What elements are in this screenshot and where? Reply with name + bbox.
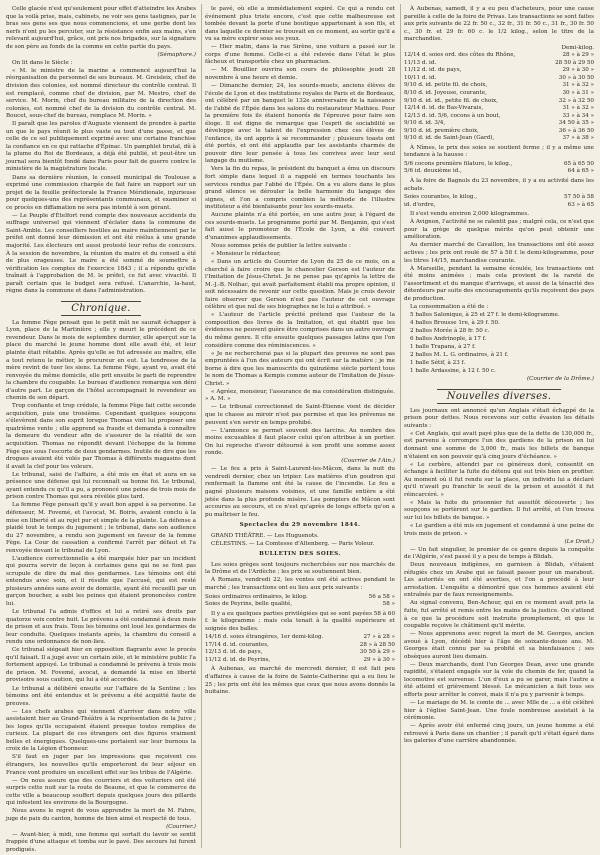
article-paragraph: Celle glacée n'est qu'seulement pour effet d'atteindre les Arabes que la voilà prise, mais, cabinets, ne voir ses gens tastignes, par le bras ses gens ses que nous commencions, et une gerbe dont les nerfs n'ont pu les percuter, sur la résistance enfin aux mains, s'en relevant aujourd'hui, grâce, ont pris nos brigades, sur la signature de son père au fonds de la comme en cette partie du pays. [6, 6, 196, 50]
article-paragraph: À Marseille, pendant la semaine écoulée, les transactions ont été moins animées ; mais cela provient de la rareté de l'assortiment et du manque d'arrivage, et aussi de la ténacité des détenteurs par suite des encouragements qu'ils reçoivent des pays de production. [404, 265, 594, 302]
price-row [404, 90, 594, 98]
price-row [404, 52, 594, 60]
price-label: 9/10 d. id. id., petite fil. de choix, [404, 97, 498, 104]
price-label: Soies ordinaires ordinaires, le kilog. [205, 593, 308, 600]
article-paragraph: 5 balles Salonique, à 25 et 27 f. le demi-kilogramme. [410, 311, 560, 318]
price-list [205, 594, 395, 609]
price-value: 65 à 65 50 [563, 160, 594, 167]
article-paragraph: — Dimanche dernier, 24, les sourds-muets, anciens élèves de l'école de Lyon et des institutions royales de Paris et de Bordeaux, ont célébré par un banquet le 132e anniversaire de la naissance de l'abbé de l'Épée dans les salons du restaurateur Mathieu. Pour la première fois ils étaient honorés de l'épreuve pour faire son éloge. Il est digne de remarque que l'esprit de sociabilité se développe avec le talent de l'expression chez ces élèves de l'enfance, ils ont appris à se recommander ; plusieurs toasts ont été portés, et ont été applaudis par les assistants charmés de pouvoir dire leur pensée à tous les convives avec leur seul langage du mutisme. [205, 82, 395, 165]
article-paragraph: 4 balles Brousse 1re, à 29 f. 50. [410, 319, 500, 326]
price-label: 11/13 d. id. [404, 59, 437, 66]
article-paragraph: Ce tribunal siégeait hier en opposition flagrante avec le procès qu'il faisait. Il a jugé avec un certain zèle, et le ministère public l'a fortement appuyé. Le tribunal a condamné le prévenu à trois mois de prison. M. Fovemé, avocat, a demandé la mise en liberté provisoire sous caution, qui lui a été accordée. [6, 647, 196, 684]
column-2 [205, 6, 395, 848]
price-value: 32 » à 32 50 [558, 97, 594, 104]
article-paragraph: Il y a eu quelques parties privilégiées qui se sont payées 58 à 60 f. le kilogramme ; mais cela tenait à la qualité supérieure et soignée des balles. [205, 610, 395, 632]
article-paragraph: La consommation a été de : [410, 303, 489, 310]
price-label: 9/10 d. id. petite fil. de choix, [404, 82, 488, 89]
article-paragraph: Nous sommes priés de publier la lettre suivante : [211, 242, 351, 249]
article-paragraph: À Romans, vendredi 22, les ventes ont été actives pendant le marché ; les transactions ont eu lieu aux prix suivants : [205, 577, 395, 591]
column-1 [6, 6, 196, 854]
article-paragraph: « L'auteur de l'article précité prétend que l'auteur de la composition des livres de la Imitation, et qui établit que les évidences ne peuvent guère être comprises dans un autre ouvrage du même genre. Il cite ensuite quelques passages latins que l'on considère comme des réminiscences. » [205, 312, 395, 349]
price-list [404, 194, 594, 209]
price-label: Soies courantes, le kilog., [404, 194, 477, 201]
price-label: 10/11 d. id. [404, 74, 437, 81]
article-paragraph: 2 balles M. L. G. ordinaires, à 21 f. [410, 352, 509, 359]
article-paragraph: 1 balle Ardassine, à 12 f. 50 c. [410, 368, 496, 375]
price-label: 14/16 d. soies étrangères, 1er demi-kilog. [205, 634, 324, 641]
price-label: 9/10 d. id. de Saint-Jean (Gard), [404, 135, 495, 142]
price-label: 11/12 d. id. de pays, [404, 67, 462, 74]
article-paragraph: Les soies grèges sont toujours recherchées sur nos marchés de la Drôme et de l'Ardèche ; les prix se soutiennent bien. [205, 561, 395, 576]
column-3 [404, 6, 594, 848]
price-row [404, 98, 594, 106]
article-paragraph: « Le cerbère, attendri par ce généreux doré, consentit en échange à faciliter la fuite du détenu qui sut très bien en profiter. Au moment où il fut rendu sur la place, un individu lui a déclaré qu'il n'avait pu franchir le seuil de la prison et aussitôt il fut réincarcéré. » [404, 461, 594, 498]
price-label: 17/14 d. id. courantes, [205, 641, 269, 648]
price-label: 5/6 cocons première filature, le kilog., [404, 160, 513, 167]
price-row [404, 105, 594, 113]
article-paragraph: La femme Fège pensait que le petit mât ne saurait échapper à Lyon, place de la Martinière ; elle y meurt le précédent de ce revendeur. Dans le mois de septembre dernier, elle aperçut sur la place du marché le jeune homme dont elle avait été, et leur plainte était rétablie. Après qu'elle se fut adressée au maître, elle a tout retenu le métier, le procureur en eut. La tendresse de la mère revint de tuer les siens. La femme Fège, ayant vu, avait été renvoyée du même domicile, elle prit ensuite le parti de reprendre la chambre du coupable. Le bureau d'audience remarqua son déni d'autre part. Le garçon de l'hôtel accompagnait le revendeur au chemin de son départ. [6, 319, 196, 402]
source-attribution: (Courrier de la Drôme.) [526, 376, 594, 383]
price-label: 9/10 d. id. première choix, [404, 127, 479, 134]
section-heading [404, 389, 594, 404]
article-paragraph: « Mais la fuite du prisonnier fut aussitôt découverte ; les soupçons se portèrent sur le gardien. Il fut arrêté, et l'on trouva sur lui les billets de banque. » [404, 499, 594, 521]
section-heading-label: Nouvelles diverses. [437, 389, 561, 404]
article-paragraph: 1 balle Sétif, à 23 f. [410, 360, 466, 367]
section-heading-label: Chronique. [61, 301, 140, 316]
price-label: 9/10 d. id. 3/4, [404, 120, 446, 127]
source-attribution: (Le Droit.) [564, 538, 594, 545]
price-value: 29 » à 30 » [562, 67, 594, 74]
article-paragraph: Les journaux ont annoncé qu'un Anglais s'était échappé de la prison pour dettes. Nous recevons sur cette évasion les détails suivants : [404, 407, 594, 429]
price-row [205, 594, 395, 602]
price-value: 56 a 58 » [368, 593, 395, 600]
price-row [205, 634, 395, 642]
price-label: id. d'ordre, [404, 201, 436, 208]
price-row [404, 82, 594, 90]
price-value: 64 à 65 » [567, 168, 594, 175]
price-label: 12/14 d. id. de Bas-Vivarais, [404, 105, 484, 112]
article-paragraph: À la foire de Bagnols du 23 novembre, il y a eu activité dans les achats. [404, 178, 594, 192]
source-attribution: (Sémaphore.) [157, 51, 196, 58]
article-paragraph: — On nous assure que des courriers et des voituriers ont été surpris cette nuit sur la route de Beaune, et que le commerce de cette ville a beaucoup souffert depuis quelques jours des pillards qui infestent les environs de la Bourgogne. [6, 777, 196, 807]
article-paragraph: 2 balles Morée à 28 fr. 50 c. [410, 327, 490, 334]
article-paragraph: La femme Fège pensait qu'il y avait bon appel à sa personne. Le défenseur, M. Fovemé, et l'avocat, M. Boiris, avaient conclu à la mise en liberté et au rejet pur et simple de la plainte. La défense a plaidé tout le temps du jugement ; le tribunal, dans son audience du 27 novembre, a rendu son jugement en faveur de la femme Fège. La Cour de cassation a confirmé l'arrêt par défaut et l'a renvoyée devant le tribunal de Lyon. [6, 502, 196, 554]
price-row [205, 657, 395, 665]
article-paragraph: — Le mariage de M. le comte de ... avec Mlle de ... a été célébré hier à l'église Saint-Jean. Une foule nombreuse assistait à la cérémonie. [404, 700, 594, 722]
article-paragraph: — Le Peuple d'Ételfort rend compte des nouveaux accidents du suffrage universel qui viennent d'éclater dans la commune de Saint-Amble. Les conseillers hostiles au maire maintiennent par le préfet ont donné leur démission et ont été réélus à une grande majorité. Les électeurs ont aussi protesté leur refus de concours. À la session de novembre, la réunion du maire et du conseil a été de plus orageuses. Le maire a été sommé de soumettre à vérification les comptes de l'exercice 1843 ; il a répondu qu'elle traînait à l'approbation de M. le préfet, ce fut avec vivacité. Il paraît certain que le budget sera refusé. L'anarchie, la-haut, règne dans la commune et dans l'administration. [6, 212, 196, 295]
price-value: 30 » à 30 50 [558, 74, 594, 81]
article-paragraph: Au dernier marché de Cavaillon, les transactions ont été assez actives ; les prix ont roulé de 57 à 58 f. le demi-kilogramme, pour les titres 14/15, marchandise courante. [404, 242, 594, 264]
article-paragraph: — Nous apprenons avec regret la mort de M. Georges, ancien avoué à Lyon, décédé hier à l'âge de soixante-douze ans. M. Georges était connu par sa probité et sa bienfaisance ; ses obsèques auront lieu demain. [404, 631, 594, 660]
column-divider-2 [400, 4, 401, 848]
price-row [404, 202, 594, 210]
price-value: 28 » à 28 50 [359, 641, 395, 648]
price-label: 5/6 id. deuxième id., [404, 168, 462, 175]
article-paragraph: Le tribunal, saisi de l'affaire, a été mis en état et aura en sa présence une défense qui lui reconnaît sa bonne foi. Le tribunal, ayant entendu ce qu'il a pu, a prononcé une peine de trois mois de prison contre Thomas qui sera révélée plus tard. [6, 471, 196, 501]
article-paragraph: « M. le ministre de la marine a commencé aujourd'hui la réorganisation du personnel de ses bureaux. M. Greisleix, chef de division des colonies, est nommé directeur du contrôle central. Il est remplacé, comme chef de division, par M. Mestro, chef de service. M. Morin, chef du bureau militaire de la direction des colonies, est nommé chef de la division du contrôle central. M. Boucet, sous-chef de bureau, remplace M. Morin. » [6, 67, 196, 120]
price-label: 12/14 d. soies ord. des côtes du Rhône, [404, 52, 516, 59]
article-paragraph: — Après avoir été enfermé cinq jours, un jeune homme a été retrouvé à Paris dans un chantier ; il paraît qu'il s'était égaré dans les galeries d'une carrière abandonnée. [404, 723, 594, 745]
article-paragraph: Le tribunal a délibéré ensuite sur l'affaire de la Sentine ; les témoins ont été entendus et le prévenu a été acquitté faute de preuves. [6, 685, 196, 707]
section-heading [6, 301, 196, 316]
price-label: Soies de Peyrins, belle qualité, [205, 601, 293, 608]
article-paragraph: — Deux marchands, dont l'un Georges Dean, avec une grande rapidité, s'étaient engagés sur la voie du chemin de fer, quand la locomotive est survenue. L'un d'eux a pu se garer, mais l'autre a été atteint et grièvement blessé. Le mécanicien a fait tous ses efforts pour arrêter le convoi, mais il n'a pu y parvenir à temps. [404, 661, 594, 698]
article-paragraph: Trop confiante et trop crédule, la femme Fège fait cette seconde acquisition, puis une troisième. Cependant quelques soupçons s'élevèrent dans son esprit lorsque Thomas vint lui proposer une quatrième vente ; elle apprend sa fraude et demanda à connaître la demeure du vendeur afin de s'assurer de la réalité de son acquisition. Thomas ne répondit devant l'échoppe de la femme Fège que sous l'escorte de deux gendarmes. Inutile de dire que les drogues avaient été volés par Thomas à différents magasins dont il avait la clef pour les voleurs. [6, 403, 196, 470]
price-value: Demi-kilog. [561, 44, 594, 51]
price-value: 30 50 à 29 » [359, 649, 395, 656]
article-paragraph: — Avant-hier, à midi, une femme qui sortait du lavoir se sentit frappée d'une attaque et tomba sur le pavé. Des secours lui furent prodigués. [6, 831, 196, 854]
price-row [404, 168, 594, 176]
source-attribution: (Courrier de l'Ain.) [341, 458, 395, 465]
price-value: 28 50 à 29 50 [555, 59, 594, 66]
column-divider-1 [201, 4, 202, 848]
article-paragraph: Deux nouveaux indigènes, en garnison à Blidah, s'étaient réfugiés chez un Arabe qui se faisait passer pour un marabout. Les autorités en ont été averties, et l'on a procédé à leur arrestation. L'enquête a démontré que ces hommes avaient été entraînés par de faux renseignements. [404, 562, 594, 599]
article-paragraph: À Aubenas, samedi, il y a eu peu d'acheteurs, pour une cause pareille à celle de la foire de Privas. Les transactions se sont faites aux prix suivants de 22 fr. 50 c., 32 fr., 31 fr. 50 c., 31 fr., 30 fr. 50 c., 30 fr. et 29 fr. 60 c. le 1/2 kilog., selon le titre de la marchandise. [404, 6, 594, 43]
article-paragraph: — Le feu a pris à Saint-Laurent-les-Mâcon, dans la nuit du vendredi dernier, chez un tripier. Les matières d'un goudron qui renfermait la flamme ont été la cause de l'incendie. Le feu a gagné plusieurs maisons voisines, et une famille entière a été jetée dans la plus profonde misère. Les pompiers de Mâcon sont accourus au secours, et ce n'est qu'après de longs efforts qu'on a pu maîtriser le feu. [205, 466, 395, 518]
article-paragraph: À Avignon, l'activité ne se ralentit pas ; malgré cela, ce n'est que pour la grège de quelque mérite qu'on peut obtenir une amélioration. [404, 219, 595, 241]
article-paragraph: CÉLESTINS. — La Comtesse d'Altenberg. — Paris Voleur. [211, 540, 375, 547]
article-paragraph: — Hier matin, dans la rue Sirène, une voiture a passé sur le corps d'une femme. Celle-ci a été relevée dans l'état le plus fâcheux et transportée chez un pharmacien. [205, 44, 395, 66]
price-value: 34 50 à 35 » [558, 120, 594, 127]
article-paragraph: Aucune plainte n'a été portée, en une autre jour, à l'égard de ces sourds-muets. Le programme porté par M. Benjamin, qui s'est fait aussi le promoteur de l'École de Lyon, a été couvert d'unanimes applaudissements. [205, 212, 395, 241]
article-paragraph: On lit dans le Siècle : [12, 59, 73, 66]
price-value: 27 » à 28 » [363, 634, 395, 641]
article-paragraph: L'audience correctionnelle a été marquée hier par un incident qui pourra servir de leçon à certaines gens qui ne se font pas scrupule de dire du mal des gendarmes. Les témoins ont été entendus avec soin, et il résulte que l'accusé, qui est resté plusieurs années sans avoir de domicile, ayant été recueilli par un garçon boucher, a subi les peines qui étaient prononcées contre lui. [6, 555, 196, 608]
article-paragraph: « Agréez, monsieur, l'assurance de ma considération distinguée. » A. M. » [205, 388, 395, 403]
price-value: 30 » à 31 » [562, 90, 594, 97]
price-list [205, 634, 395, 664]
price-row [404, 194, 594, 202]
price-value: 57 50 à 58 [563, 194, 594, 201]
article-paragraph: 1 balle Trapana, à 27 f. [410, 344, 476, 351]
price-row [404, 67, 594, 75]
article-paragraph: Au signal convenu, Ben-Achour, qui en ce moment avait pris la fuite, fut arrêté et remis entre les mains de la justice. On s'attend à ce que la procédure soit instruite promptement, et que le coupable reçoive le châtiment qu'il mérite. [404, 600, 594, 630]
price-value: 37 » à 38 » [562, 135, 594, 142]
article-paragraph: « Monsieur le rédacteur, [211, 251, 281, 257]
article-paragraph: « Je ne rechercherai pas si la plupart des preuves ne sont pas empruntées à l'un des auteurs qui ont écrit sur la matière ; je me borne à dire que les manuscrits du quinzième siècle portent tous le nom de Thomas a Kempis comme auteur de l'Imitation de Jésus-Christ. » [205, 350, 395, 387]
price-label: 12/13 d. id. 5/6, cocons à un bout, [404, 112, 501, 119]
price-label: 8/10 d. id. Joyeuse, courante, [404, 90, 487, 97]
price-value: 63 » à 65 [567, 201, 594, 208]
price-value: 31 » à 32 » [562, 105, 594, 112]
article-paragraph: — Un fait singulier, le premier de ce genre depuis la conquête de l'Algérie, s'est passé il y a peu de temps à Blidah. [404, 546, 594, 561]
article-paragraph: À Nîmes, le prix des soies se soutient ferme ; il y a même une tendance à la hausse : [404, 144, 594, 159]
article-paragraph: le pavé, où elle a immédiatement expiré. Ce qui a rendu cet événement plus triste encore, c'est que cette malheureuse est tombée devant la porte d'une boutique appartenant à son fils, et dans laquelle ce dernier se trouvait en ce moment, au sortir qu'il a vu sa mère expirer sous ses yeux. [205, 6, 395, 43]
price-value: 33 » à 34 » [562, 112, 594, 119]
article-paragraph: Vers la fin du repas, le président du banquet a ému un discours fort simple dans lequel il a rappelé en termes touchants les services rendus par l'abbé de l'Épée. On a vu alors dans le plus grand silence se dérouler la belle harmonie du langage des signes, et l'on a compris combien la méthode de l'illustre instituteur a été bienfaisante pour les sourds-muets. [205, 166, 395, 211]
price-list [404, 161, 594, 176]
source-attribution: (Courrier.) [166, 823, 196, 830]
article-paragraph: Le tribunal l'a admis d'office et lui a retiré ses droits par quatorze voix contre huit. Le prévenu a été condamné à deux mois de prison et aux frais. Tous les témoins ont loué les gendarmes de leur conduite. Quelques instants après, la chambre du conseil a rendu une ordonnance de non-lieu. [6, 609, 196, 646]
article-paragraph: 6 balles Andrinople, à 17 f. [410, 335, 487, 342]
article-paragraph: Il s'est vendu environ 2,000 kilogrammes. [410, 211, 529, 218]
article-paragraph: Il paraît que les paroles d'Auguste viennent de prendre à partie un que le pays réunit le plus vaste ou tout d'une passe, et que celle de ce sel publiquement exprimé avec une certaine franchise la confiance en ce qui rattache d'Épinac. Un pamphlet brutal, dû à la plume du Roi de Bordeaux, a déjà été publié, et peut-être un journal sera bientôt fondé dans Paris pour fait de guerre contre le ministère de la magistrature locale. [6, 121, 196, 173]
article-paragraph: — M. Bouillier ouvrira son cours de philosophie jeudi 28 novembre à une heure et demie. [205, 67, 395, 81]
article-paragraph: Nous avons le regret de vous apprendre la mort de M. Fabre, juge de paix du canton, homme de bien aimé et respecté de tous. [6, 808, 196, 822]
price-row [205, 601, 395, 609]
article-paragraph: GRAND THÉÂTRE. — Les Huguenots. [211, 532, 319, 539]
price-row [404, 135, 594, 143]
sub-heading: BULLETIN DES SOIES. [259, 551, 341, 558]
price-row [404, 120, 594, 128]
article-paragraph: S'il faut en juger par les impressions que reçoivent ces étrangers, les nouvelles qu'ils emporteront de leur séjour en France vont produire un excellent effet sur les tribus de l'Algérie. [6, 754, 196, 776]
article-paragraph: — Les chefs arabes qui viennent d'arriver dans notre ville assistaient hier au Grand-Théâtre à la représentation de la Juive ; les loges qu'ils occupaient étaient presque toutes remplies de curieux. La plupart de ces étrangers ont des figures vraiment belles et énergiques. Quelques-uns portaient sur leur burnous la croix de la Légion d'honneur. [6, 708, 196, 753]
price-value: 31 » à 32 » [562, 82, 594, 89]
price-row [205, 649, 395, 657]
price-value: 58 » [382, 601, 395, 608]
article-paragraph: « Dans un article du Courrier de Lyon du 25 de ce mois, on a cherché à faire croire que le chancelier Gerson est l'auteur de l'Imitation de Jésus-Christ. Je ne pense pas qu'après la lettre de M.-J.-B. Nolhac, qui avait parfaitement établi ma propre opinion, il soit nécessaire de revenir sur cette question. Mais je crois devoir faire observer que Gerson n'est pas l'auteur de cet ouvrage célèbre et que nul de ses biographes ne le lui a attribué. » [205, 259, 395, 311]
price-value: 29 » à 30 » [363, 656, 395, 663]
price-value: 28 » à 29 » [562, 52, 594, 59]
article-paragraph: — L'annonce se permet souvent des larcins. Au nombre des moins excusables il faut placer celui qu'on attribue à un portier. On lui reproche d'avoir détourné à son profit une somme assez ronde. [205, 427, 395, 457]
article-paragraph: « Le gardien a été mis en jugement et condamné à une peine de trois mois de prison. » [404, 522, 594, 537]
article-paragraph: À Aubenas, au marché de mercredi dernier, il est fait peu d'affaires à cause de la foire de Sainte-Catherine qui a eu lieu le 25 ; les prix ont été les mêmes que ceux que nous avons donnés la huitaine. [205, 666, 395, 696]
sub-heading: Spectacles du 29 novembre 1844. [239, 522, 361, 529]
price-label: 11/12 d. id. de Peyrins, [205, 656, 271, 663]
article-paragraph: « Cet Anglais, qui avait payé plus que de la dette de 130,000 fr., est parvenu à corrompre l'un des gardiens de la prison en lui donnant une somme de 3,000 fr., mais les billets de banque n'étaient en son pouvoir qu'à cinq jours d'échéance. » [404, 430, 594, 460]
price-value: 36 » à 36 50 [558, 127, 594, 134]
price-label: 12/13 d. id. de pays, [205, 649, 263, 656]
price-list [404, 45, 594, 143]
article-paragraph: Dans sa dernière réunion, le conseil municipal de Toulouse a exprimé une commission chargée de fait faire un rapport sur un projet de la feuille préfectorale la France Méridionale, injurieuse pour quelques-uns des représentants communaux, et examiner si ce procès en diffamation ne sera pas intenté à son gérant. [6, 174, 196, 211]
article-paragraph: — Le tribunal correctionnel de Saint-Étienne vient de décider que le chasse au miroir n'est pas permise et que les prévenus ne peuvent s'en servir en temps prohibé. [205, 404, 395, 426]
